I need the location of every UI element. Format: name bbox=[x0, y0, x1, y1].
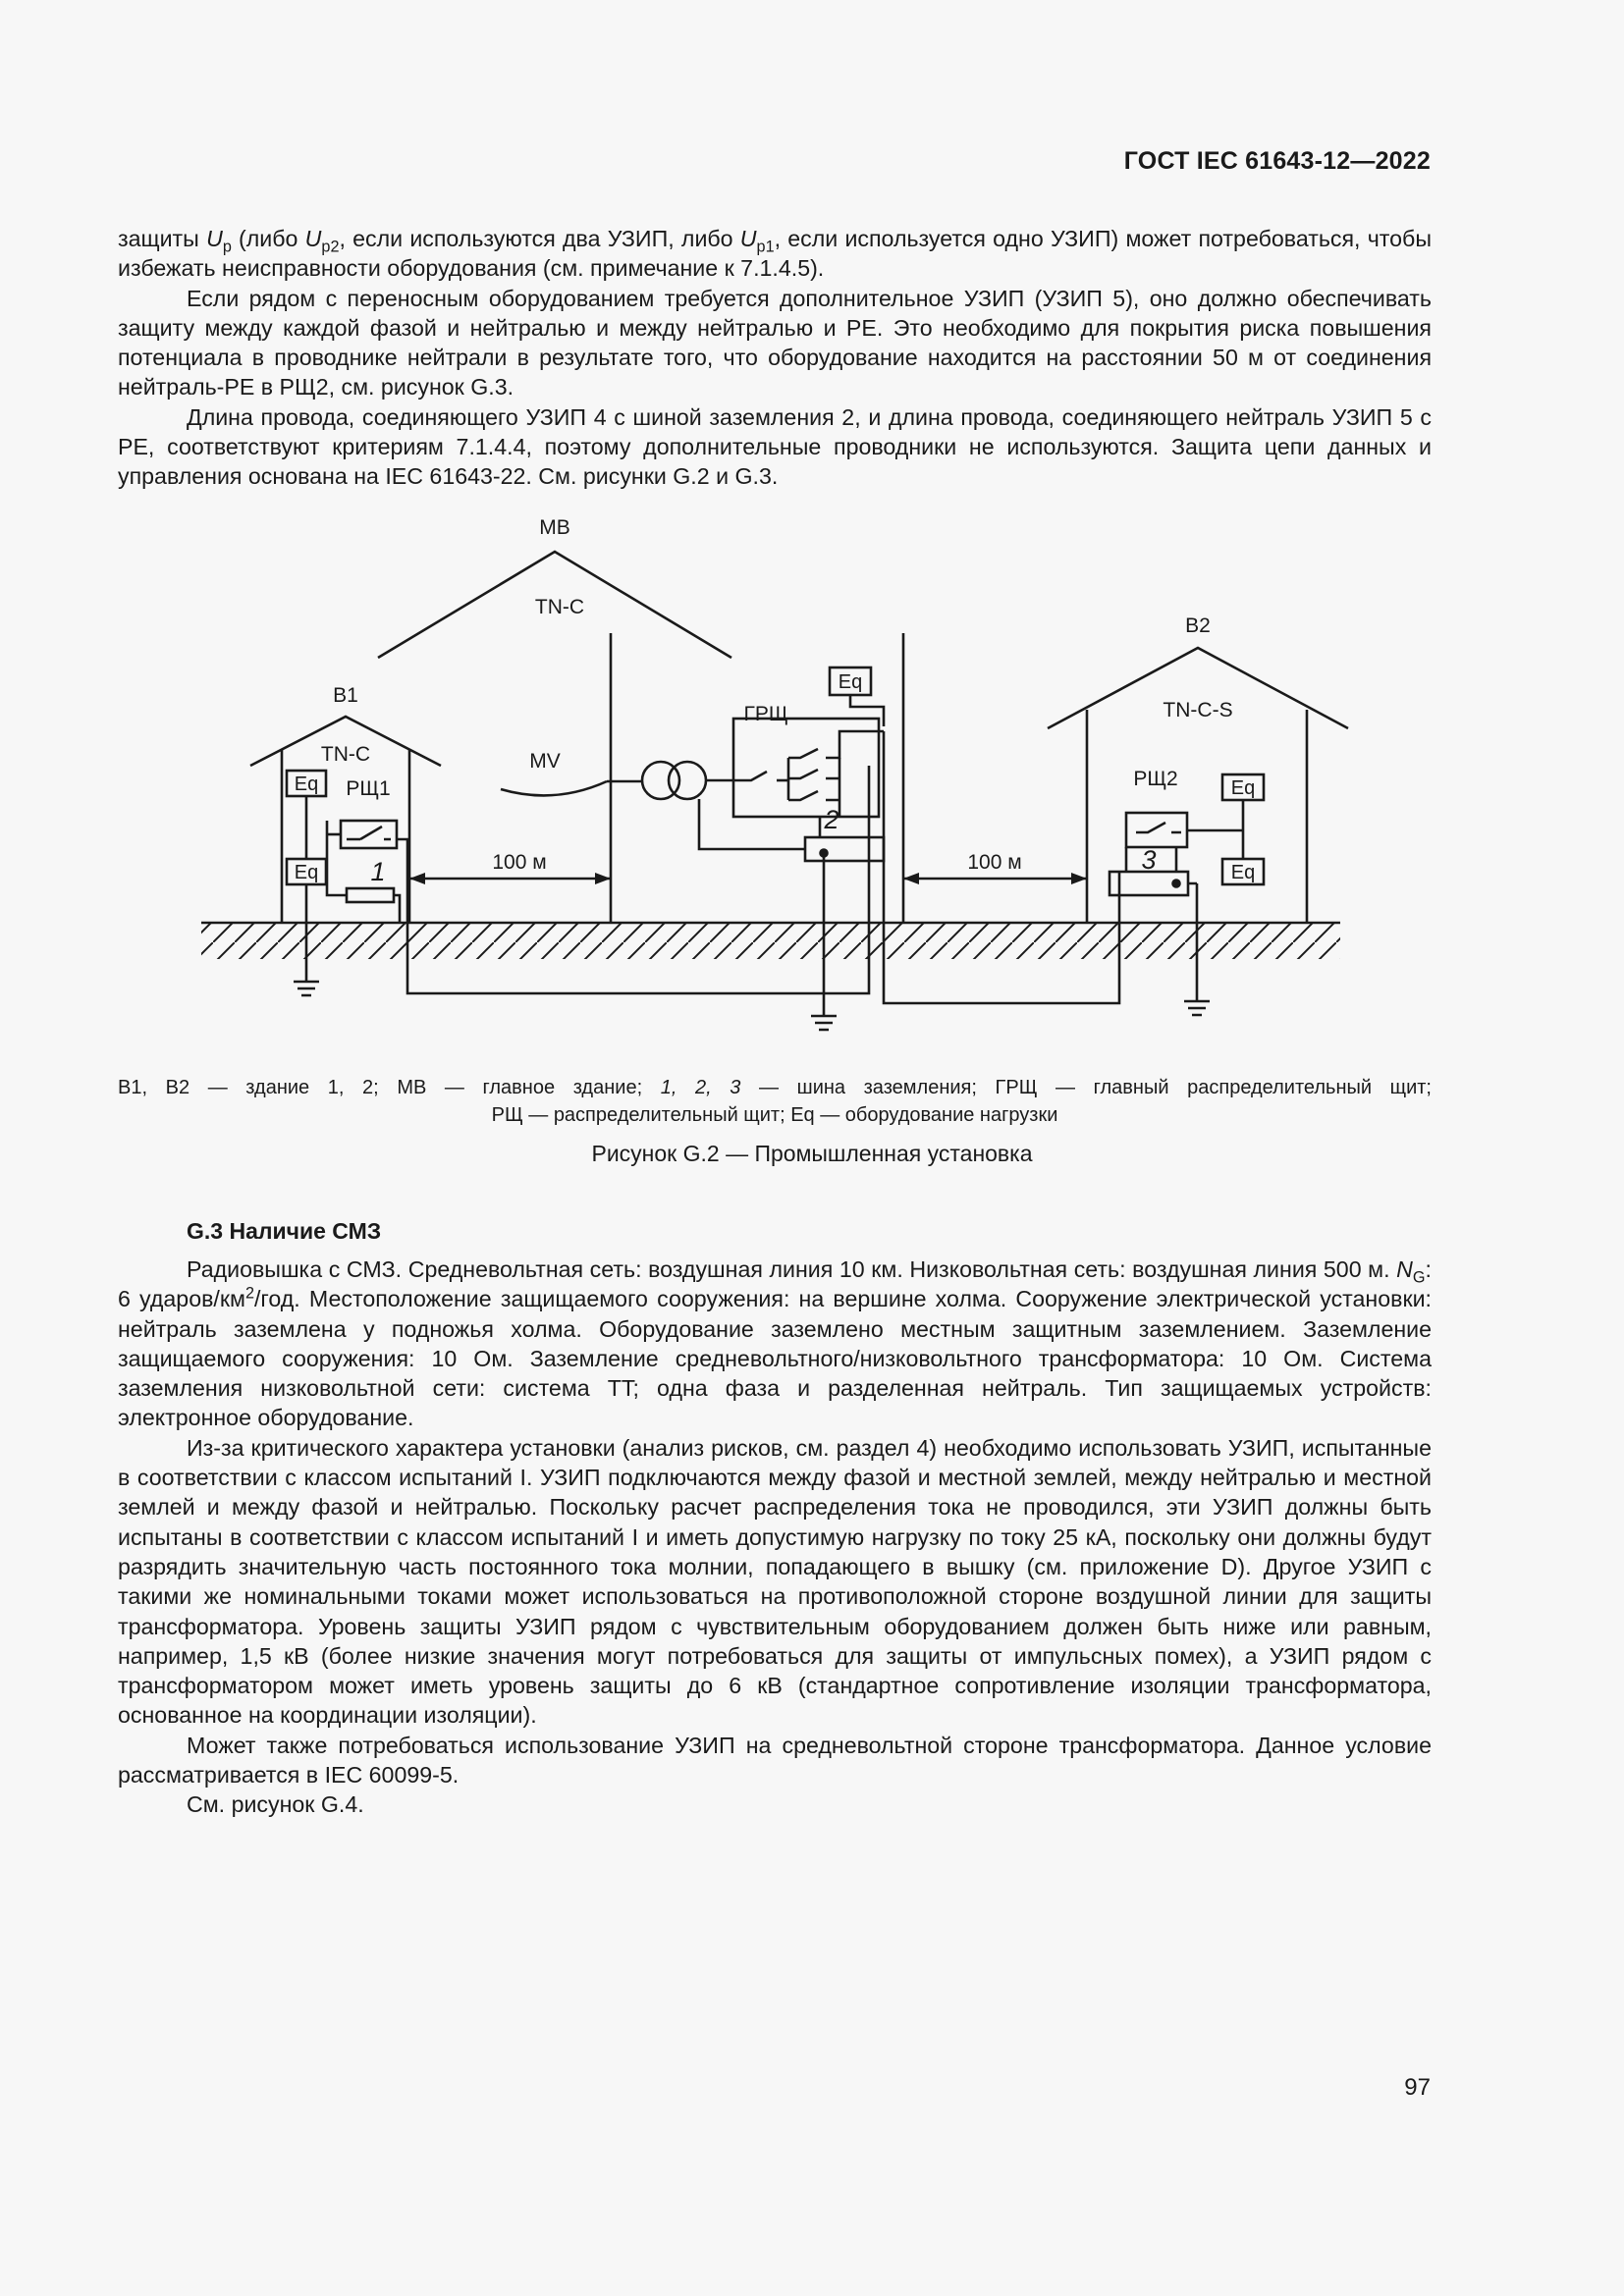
subscript: p1 bbox=[756, 238, 775, 256]
main-distribution-board-grsh bbox=[733, 719, 879, 817]
label-rsh1: РЩ1 bbox=[346, 777, 391, 800]
label-mv: MV bbox=[529, 750, 561, 773]
subscript: G bbox=[1412, 1268, 1426, 1287]
label-mb: MB bbox=[539, 516, 570, 539]
label-b2: B2 bbox=[1185, 614, 1211, 637]
mv-line bbox=[501, 781, 607, 795]
text-run: : 6 ударов/км bbox=[118, 1256, 1432, 1312]
subscript: p bbox=[222, 238, 232, 256]
figure-g2-diagram bbox=[191, 510, 1360, 1060]
text-run: B1, B2 — здание 1, 2; MB — главное здание; bbox=[118, 1077, 661, 1098]
symbol-u: U bbox=[739, 226, 757, 251]
text-run: — шина заземления; ГРЩ — главный распределительный щит; bbox=[740, 1077, 1432, 1098]
symbol-u: U bbox=[304, 226, 322, 251]
figure-legend bbox=[118, 1074, 1432, 1129]
label-tncs: TN-C-S bbox=[1163, 699, 1233, 721]
label-earth-bar-3: 3 bbox=[1141, 845, 1157, 875]
label-eq: Eq bbox=[1230, 862, 1256, 883]
label-distance-left: 100 м bbox=[492, 851, 547, 874]
intro-paragraph-2: Если рядом с переносным оборудованием требуется дополнительное УЗИП (УЗИП 5), оно должно обеспечивать защиту между каждой фазой и нейтралью и между нейтралью и PE. Это необходимо для покрытия риска повышения потенциала в проводнике нейтрали в результате того, что оборудование находится на расстоянии 50 м от соединения нейтраль-PE в РЩ2, см. рисунок G.3. bbox=[118, 285, 1432, 400]
label-tnc-main: TN-C bbox=[534, 596, 585, 618]
text-run: защиты bbox=[118, 226, 207, 251]
document-header: ГОСТ IEC 61643-12—2022 bbox=[1123, 147, 1431, 175]
distribution-board-rsh2 bbox=[1126, 813, 1187, 847]
installation-diagram bbox=[191, 510, 1360, 1060]
subscript: p2 bbox=[321, 238, 340, 256]
superscript: 2 bbox=[244, 1284, 254, 1303]
label-b1: B1 bbox=[333, 684, 358, 707]
label-earth-bar-2: 2 bbox=[824, 805, 839, 834]
label-tnc-b1: TN-C bbox=[320, 743, 371, 766]
label-grsh: ГРЩ bbox=[743, 703, 788, 725]
transformer-winding-2 bbox=[669, 762, 706, 799]
ground-hatch bbox=[201, 924, 1340, 959]
figure-caption: Рисунок G.2 — Промышленная установка bbox=[591, 1141, 1033, 1166]
earth-bar-2 bbox=[805, 837, 884, 861]
label-eq: Eq bbox=[294, 862, 319, 883]
text-run: Радиовышка с СМЗ. Средневольтная сеть: воздушная линия 10 км. Низковольтная сеть: воздушная линия 500 м. bbox=[187, 1256, 1397, 1282]
label-earth-bar-1: 1 bbox=[370, 857, 386, 886]
section-paragraph-2: Из-за критического характера установки (анализ рисков, см. раздел 4) необходимо использовать УЗИП, испытанные в соответствии с классом испытаний I. УЗИП подключаются между фазой и местной землей, между нейтралью и местной землей и между фазой и нейтралью. Поскольку расчет распределения тока не проводился, эти УЗИП должны быть испытаны в соответствии с классом испытаний I и иметь допустимую нагрузку по току 25 кА, поскольку они должны будут разрядить значительную часть постоянного тока молнии, попадающего в вышку (см. приложение D). Другое УЗИП с такими же номинальными токами может использоваться на противоположной стороне воздушной линии для защиты трансформатора. Уровень защиты УЗИП рядом с чувствительным оборудованием должен быть ниже или равным, например, 1,5 кВ (более низкие значения могут потребоваться для защиты от импульсных помех), а УЗИП рядом с трансформатором может иметь уровень защиты до 6 кВ (стандартное сопротивление изоляции трансформатора, основанное на координации изоляции). bbox=[118, 1434, 1432, 1729]
label-distance-right: 100 м bbox=[967, 851, 1022, 874]
earth-bar-1 bbox=[347, 888, 394, 902]
section-text bbox=[118, 1255, 1432, 1820]
symbol-n: N bbox=[1396, 1256, 1413, 1282]
text-run: 1, 2, 3 bbox=[660, 1077, 741, 1098]
section-paragraph-4: См. рисунок G.4. bbox=[187, 1791, 364, 1818]
label-eq: Eq bbox=[1230, 777, 1256, 799]
intro-paragraph-3: Длина провода, соединяющего УЗИП 4 с шиной заземления 2, и длина провода, соединяющего нейтраль УЗИП 5 с PE, соответствуют критериям 7.1.4.4, поэтому дополнительные проводники не используются. Защита цепи данных и управления основана на IEC 61643-22. См. рисунки G.2 и G.3. bbox=[118, 403, 1432, 490]
text-run: /год. Местоположение защищаемого сооружения: на вершине холма. Сооружение электрической установки: нейтраль заземлена у подножья холма. Оборудование заземлено местным защитным заземлением. Заземление защищаемого сооружения: 10 Ом. Заземление средневольтного/низковольтного трансформатора: 10 Ом. Система заземления низковольтной сети: система TT; одна фаза и разделенная нейтраль. Тип защищаемых устройств: электронное оборудование. bbox=[118, 1286, 1432, 1431]
intro-text bbox=[118, 224, 1432, 492]
legend-line-2: РЩ — распределительный щит; Eq — оборудование нагрузки bbox=[491, 1104, 1058, 1126]
label-eq: Eq bbox=[294, 774, 319, 795]
section-paragraph-1 bbox=[118, 1255, 1432, 1433]
intro-paragraph-1 bbox=[118, 224, 1432, 284]
building-b2 bbox=[1048, 648, 1348, 923]
text-run: , если используются два УЗИП, либо bbox=[339, 226, 740, 251]
section-paragraph-3: Может также потребоваться использование УЗИП на средневольтной стороне трансформатора. Данное условие рассматривается в IEC 60099-5. bbox=[118, 1732, 1432, 1789]
text-run: (либо bbox=[231, 226, 305, 251]
legend-line-1 bbox=[118, 1074, 1432, 1101]
switch-rsh1 bbox=[347, 827, 391, 839]
page-number: 97 bbox=[1404, 2074, 1431, 2101]
text-run: , если используется одно УЗИП) может потребоваться, чтобы избежать неисправности оборудования (см. примечание к 7.1.4.5). bbox=[118, 226, 1432, 282]
label-eq: Eq bbox=[838, 671, 863, 693]
label-rsh2: РЩ2 bbox=[1133, 768, 1178, 790]
section-heading: G.3 Наличие СМЗ bbox=[187, 1218, 382, 1244]
symbol-u: U bbox=[206, 226, 223, 251]
